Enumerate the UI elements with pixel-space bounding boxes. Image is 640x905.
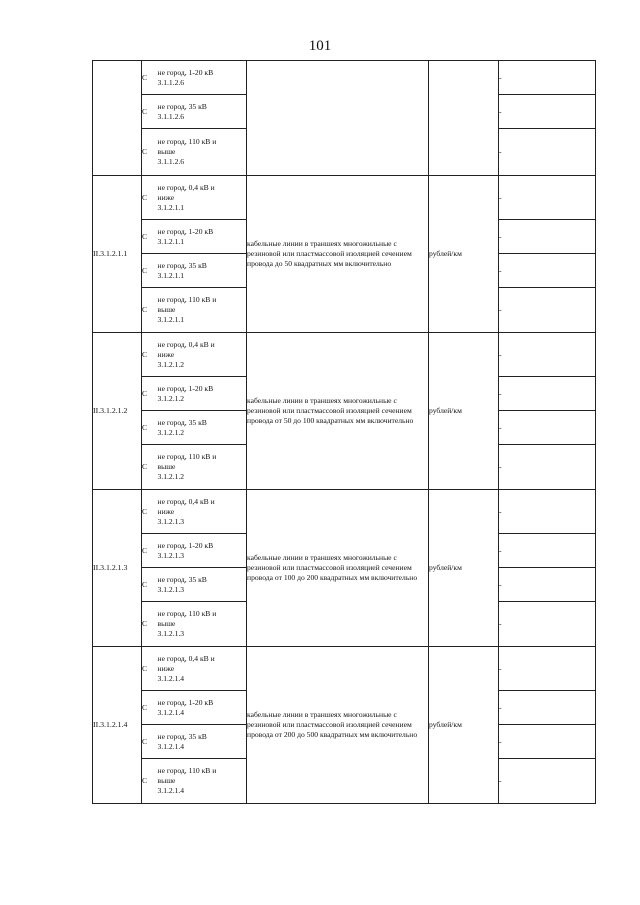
row-detail: не город, 1-20 кВ 3.1.2.1.1: [158, 220, 247, 254]
row-value: -: [499, 759, 596, 804]
row-value: -: [499, 288, 596, 333]
row-unit: рублей/км: [429, 176, 499, 333]
row-detail: не город, 35 кВ 3.1.2.1.2: [158, 411, 247, 445]
row-detail: не город, 1-20 кВ 3.1.2.1.2: [158, 377, 247, 411]
row-unit: [429, 61, 499, 176]
row-description: кабельные линии в траншеях многожильные с резиновой или пластмассовой изоляцией сечением провода от 200 до 500 квадратных мм включительно: [247, 647, 429, 804]
row-detail: не город, 110 кВ и выше 3.1.2.1.3: [158, 602, 247, 647]
row-detail: не город, 1-20 кВ 3.1.1.2.6: [158, 61, 247, 95]
row-value: -: [499, 691, 596, 725]
category-letter: С: [142, 691, 158, 725]
category-letter: С: [142, 220, 158, 254]
row-value: -: [499, 534, 596, 568]
row-value: -: [499, 176, 596, 220]
category-letter: С: [142, 129, 158, 176]
row-description: кабельные линии в траншеях многожильные с резиновой или пластмассовой изоляцией сечением провода до 50 квадратных мм включительно: [247, 176, 429, 333]
row-detail: не город, 35 кВ 3.1.2.1.3: [158, 568, 247, 602]
category-letter: С: [142, 647, 158, 691]
row-detail: не город, 110 кВ и выше 3.1.2.1.4: [158, 759, 247, 804]
row-description: кабельные линии в траншеях многожильные с резиновой или пластмассовой изоляцией сечением провода от 50 до 100 квадратных мм включительно: [247, 333, 429, 490]
row-code: II.3.1.2.1.4: [93, 647, 142, 804]
category-letter: С: [142, 61, 158, 95]
row-detail: не город, 0,4 кВ и ниже 3.1.2.1.2: [158, 333, 247, 377]
row-detail: не город, 0,4 кВ и ниже 3.1.2.1.4: [158, 647, 247, 691]
table-row: [93, 333, 596, 377]
category-letter: С: [142, 411, 158, 445]
row-value: -: [499, 129, 596, 176]
row-detail: не город, 35 кВ 3.1.1.2.6: [158, 95, 247, 129]
row-description: [247, 61, 429, 176]
category-letter: С: [142, 176, 158, 220]
row-value: -: [499, 568, 596, 602]
category-letter: С: [142, 288, 158, 333]
row-unit: рублей/км: [429, 647, 499, 804]
row-detail: не город, 110 кВ и выше 3.1.1.2.6: [158, 129, 247, 176]
row-description: кабельные линии в траншеях многожильные с резиновой или пластмассовой изоляцией сечением провода от 100 до 200 квадратных мм включительно: [247, 490, 429, 647]
category-letter: С: [142, 377, 158, 411]
row-code: II.3.1.2.1.2: [93, 333, 142, 490]
table-row: [93, 490, 596, 534]
row-unit: рублей/км: [429, 490, 499, 647]
tariff-table: [92, 60, 596, 804]
row-value: -: [499, 602, 596, 647]
row-code: II.3.1.2.1.3: [93, 490, 142, 647]
table-row: [93, 61, 596, 95]
row-value: -: [499, 411, 596, 445]
table-row: [93, 647, 596, 691]
row-value: -: [499, 445, 596, 490]
category-letter: С: [142, 254, 158, 288]
row-detail: не город, 110 кВ и выше 3.1.2.1.1: [158, 288, 247, 333]
category-letter: С: [142, 568, 158, 602]
category-letter: С: [142, 725, 158, 759]
row-code: [93, 61, 142, 176]
category-letter: С: [142, 602, 158, 647]
category-letter: С: [142, 333, 158, 377]
row-value: -: [499, 254, 596, 288]
category-letter: С: [142, 95, 158, 129]
row-code: II.3.1.2.1.1: [93, 176, 142, 333]
row-value: -: [499, 220, 596, 254]
row-value: -: [499, 377, 596, 411]
row-detail: не город, 0,4 кВ и ниже 3.1.2.1.1: [158, 176, 247, 220]
row-value: -: [499, 61, 596, 95]
category-letter: С: [142, 445, 158, 490]
row-value: -: [499, 333, 596, 377]
row-value: -: [499, 647, 596, 691]
row-detail: не город, 1-20 кВ 3.1.2.1.4: [158, 691, 247, 725]
row-detail: не город, 35 кВ 3.1.2.1.4: [158, 725, 247, 759]
row-value: -: [499, 95, 596, 129]
row-detail: не город, 1-20 кВ 3.1.2.1.3: [158, 534, 247, 568]
row-value: -: [499, 490, 596, 534]
page-number: 101: [308, 38, 332, 54]
row-detail: не город, 110 кВ и выше 3.1.2.1.2: [158, 445, 247, 490]
row-detail: не город, 35 кВ 3.1.2.1.1: [158, 254, 247, 288]
row-unit: рублей/км: [429, 333, 499, 490]
row-value: -: [499, 725, 596, 759]
category-letter: С: [142, 490, 158, 534]
table-row: [93, 176, 596, 220]
row-detail: не город, 0,4 кВ и ниже 3.1.2.1.3: [158, 490, 247, 534]
category-letter: С: [142, 759, 158, 804]
category-letter: С: [142, 534, 158, 568]
